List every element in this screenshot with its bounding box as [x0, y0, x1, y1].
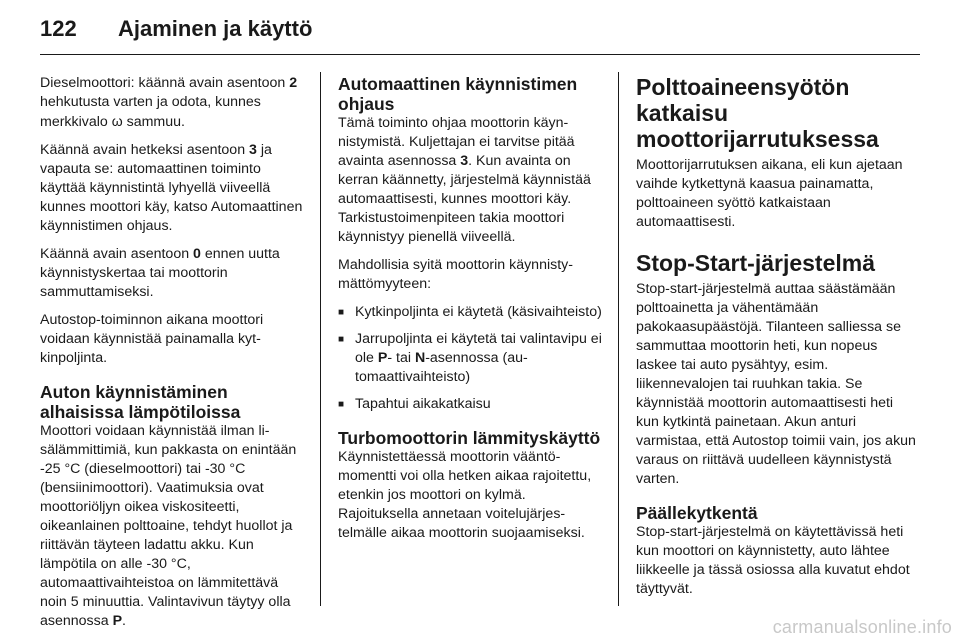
paragraph-key-3 [40, 141, 304, 236]
page-number: 122 [40, 16, 77, 41]
heading-activation: Päällekytkentä [636, 503, 758, 523]
heading-cold-start: Auton käynnistäminen alhaisissa lämpötiloissa [40, 382, 241, 422]
text: - tai [387, 350, 415, 366]
paragraph-key-0 [40, 245, 304, 302]
text: Käännä avain asentoon [40, 246, 194, 262]
list-item [338, 330, 602, 387]
column-2 [338, 74, 602, 552]
page-header [40, 14, 312, 44]
paragraph-cold-start [40, 422, 304, 631]
paragraph-turbo: Käynnistettäessä moottorin vääntömomentti voi olla hetken aikaa rajoitettu, etenkin jos moottori on kylmä. Rajoituksella annetaan voitelujärjestelmälle aikaa moottorin suojaamiseksi. [338, 449, 592, 541]
paragraph-diesel-glow [40, 74, 304, 132]
key-position: 3 [460, 153, 469, 169]
heading-fuel-cutoff: Polttoaineensyötön katkaisu moottorijarrutuksessa [636, 74, 879, 152]
list-item: ■ Kytkinpoljinta ei käytetä (käsivaihteisto) [338, 303, 602, 322]
paragraph-autostop: Autostop-toiminnon aikana moottori voidaan käynnistää painamalla kytkinpoljinta. [40, 312, 264, 366]
gear-position: P [377, 350, 388, 366]
key-position: 2 [289, 75, 298, 91]
column-1 [40, 74, 304, 640]
column-divider-1 [320, 72, 321, 606]
text: ennen uutta käynnistyskertaa tai moottorin sammuttamiseksi. [40, 246, 280, 300]
text: . Kun avainta on kerran käännetty, järjestelmä käynnistää automaattisesti, kunnes moottori käy. Tarkistustoimenpiteen takia moottori käynnistyy pienellä viiveellä. [338, 153, 591, 245]
heading-auto-starter: Automaattinen käynnistimen ohjaus [338, 74, 578, 114]
text: Jarrupoljinta ei käytetä tai valintavipu ei ole [355, 331, 602, 366]
column-3 [636, 74, 918, 608]
text: . [122, 613, 126, 629]
gear-position: N [414, 350, 426, 366]
heading-turbo: Turbomoottorin lämmityskäyttö [338, 428, 601, 448]
header-rule [40, 54, 920, 55]
paragraph-activation: Stop-start-järjestelmä on käytettävissä heti kun moottori on käynnistetty, auto lähtee liikkeelle ja tässä osiossa alla kuvatut ehdot täyttyvät. [636, 524, 910, 597]
gear-position: P [112, 613, 123, 629]
text: ja vapauta se: automaattinen toiminto käyttää käynnistintä lyhyellä viiveellä kunnes moottori käy, katso Automaattinen käynnistimen ohjaus. [40, 142, 303, 234]
paragraph-auto-starter [338, 114, 602, 247]
text: hehkutusta varten ja odota, kunnes merkkivalo [40, 94, 261, 130]
key-position: 3 [249, 142, 257, 158]
paragraph-causes: Mahdollisia syitä moottorin käynnistymättömyyteen: [338, 257, 573, 292]
chapter-title: Ajaminen ja käyttö [118, 16, 313, 41]
paragraph-fuel-cutoff: Moottorijarrutuksen aikana, eli kun ajetaan vaihde kytkettynä kaasua painamatta, polttoaineen syöttö katkaistaan automaattisesti. [636, 157, 903, 230]
text: Moottori voidaan käynnistää ilman lisälämmittimiä, kun pakkasta on enintään -25 °C (dieselmoottori) tai -30 °C (bensiinimoottori). Vaatimuksia ovat moottoriöljyn oikea viskositeetti, oikeanlainen polttoaine, tehdyt huollot ja riittävän täyteen ladattu akku. Kun lämpötila on alle -30 °C, automaattivaihteistoa on lämmitettävä noin 5 minuuttia. Valintavivun täytyy olla asennossa [40, 423, 297, 629]
key-position: 0 [193, 246, 201, 262]
column-divider-2 [618, 72, 619, 606]
list-item: ■ Tapahtui aikakatkaisu [338, 395, 602, 414]
paragraph-stop-start: Stop-start-järjestelmä auttaa säästämään polttoainetta ja vähentämään pakokaasupäästöjä. Tilanteen salliessa se sammuttaa moottorin heti, kun nopeus laskee tai auto pysähtyy, esim. liikennevalojen tai ruuhkan takia. Se käynnistää moottorin automaattisesti heti kun kytkintä painetaan. Akun anturi varmistaa, että Autostop toimii vain, jos akun varaus on riittävä uudelleen käynnistystä varten. [636, 281, 916, 487]
text: Käännä avain hetkeksi asentoon [40, 142, 250, 158]
text: Tämä toiminto ohjaa moottorin käynnistymistä. Kuljettajan ei tarvitse pitää avainta asennossa [338, 115, 575, 169]
heading-stop-start: Stop-Start-järjestelmä [636, 250, 876, 276]
text: Dieselmoottori: käännä avain asentoon [40, 75, 290, 91]
text: sammuu. [122, 114, 185, 130]
text: -asennossa (automaattivaihteisto) [355, 350, 528, 385]
glow-plug-icon: ω [111, 113, 123, 129]
causes-list [338, 303, 602, 414]
watermark: carmanualsonline.info [772, 617, 952, 637]
